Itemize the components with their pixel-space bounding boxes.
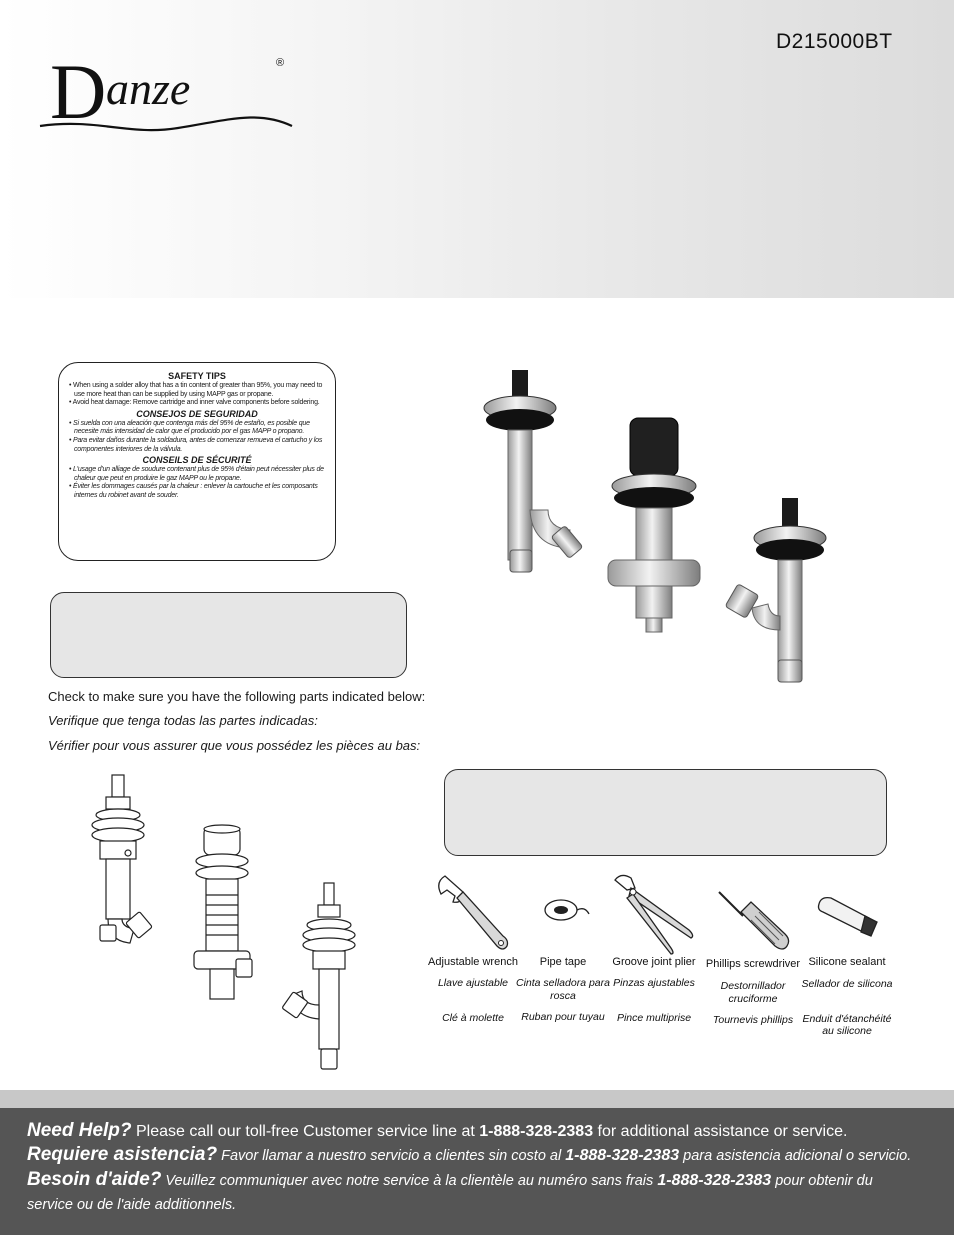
help-line-en	[27, 1119, 954, 1143]
tape-icon	[523, 870, 603, 956]
help-text: pour obtenir du	[771, 1173, 873, 1189]
middle-valve-drawing	[194, 825, 252, 999]
tool-label-en: Groove joint plier	[612, 956, 696, 968]
svg-text:®: ®	[276, 57, 285, 69]
tool-phillips-screwdriver	[703, 872, 803, 1027]
tool-label-fr: Ruban pour tuyau	[521, 1011, 605, 1023]
tool-silicone-sealant	[797, 870, 897, 1038]
help-line-fr	[27, 1168, 954, 1193]
middle-valve-cartridge	[630, 418, 678, 476]
safety-item: • When using a solder alloy that has a tin content of greater than 95%, you may need to use more heat than can be supplied by using MAPP gas or propane.	[69, 382, 323, 398]
safety-item: • Éviter les dommages causés par la chaleur : enlever la cartouche et les composants internes du robinet avant de souder.	[69, 483, 318, 499]
help-text: para asistencia adicional o servicio.	[679, 1148, 912, 1164]
tool-label-fr: Enduit d'étanchéité au silicone	[802, 1012, 892, 1037]
footer-top-band	[0, 1090, 954, 1108]
tool-label-es: Llave ajustable	[437, 977, 509, 989]
help-text: for additional assistance or service.	[593, 1123, 848, 1140]
blank-gray-box-left	[50, 592, 407, 678]
tool-label-es: Cinta selladora para rosca	[516, 977, 610, 1002]
help-label-es: Requiere asistencia?	[27, 1144, 218, 1165]
left-valve-drawing	[92, 775, 152, 943]
phone-number[interactable]: 1-888-328-2383	[565, 1147, 680, 1164]
check-text-en: Check to make sure you have the following parts indicated below:	[48, 689, 426, 704]
safety-item: • Para evitar daños durante la soldadura, antes de comenzar remueva el cartucho y los componentes interiores de la válvula.	[69, 436, 323, 453]
tool-label-fr: Clé à molette	[442, 1011, 504, 1024]
phone-number[interactable]: 1-888-328-2383	[657, 1172, 772, 1189]
help-text: Veuillez communiquer avec notre service à la clientèle au numéro sans frais	[161, 1173, 658, 1189]
screwdriver-icon	[713, 872, 793, 958]
check-text-es: Verifique que tenga todas las partes indicadas:	[48, 713, 318, 728]
wrench-icon	[433, 870, 513, 956]
safety-item: • L'usage d'un alliage de soudure contenant plus de 95% d'étain peut nécessiter plus de chaleur que peut en produire le gaz MAPP ou le propane.	[69, 466, 324, 482]
help-label-fr: Besoin d'aide?	[27, 1169, 162, 1190]
tool-label-fr: Pince multiprise	[616, 1011, 692, 1024]
sealant-icon	[807, 870, 887, 956]
help-text: Favor llamar a nuestro servicio a clientes sin costo al	[217, 1148, 566, 1164]
help-label-en: Need Help?	[27, 1120, 132, 1141]
safety-title-es: CONSEJOS DE SEGURIDAD	[136, 408, 258, 419]
tool-label-es: Pinzas ajustables	[613, 977, 695, 989]
safety-tips-box	[58, 362, 336, 561]
valve-photos	[470, 360, 870, 695]
tool-groove-joint-plier	[604, 870, 704, 1024]
right-valve-drawing	[282, 883, 355, 1069]
phone-number[interactable]: 1-888-328-2383	[479, 1123, 594, 1140]
tool-label-es: Sellador de silicona	[801, 978, 893, 990]
blank-gray-box-right	[444, 769, 887, 856]
tool-label-en: Pipe tape	[539, 956, 587, 968]
tool-label-es: Destornillador cruciforme	[720, 980, 786, 1005]
check-text-fr: Vérifier pour vous assurer que vous possédez les pièces au bas:	[48, 738, 421, 753]
help-text: service ou de l'aide additionnels.	[27, 1197, 237, 1213]
safety-item: • Si suelda con una aleación que contenga más del 95% de estaño, es posible que necesite más intensidad de calor que el producido por el gas MAPP o propano.	[69, 419, 310, 436]
help-footer	[0, 1108, 954, 1235]
right-valve-stem	[782, 498, 798, 530]
safety-item: • Avoid heat damage: Remove cartridge and inner valve components before soldering.	[69, 399, 320, 407]
tool-pipe-tape	[513, 870, 613, 1024]
danze-logo	[38, 40, 308, 140]
header-band	[0, 0, 954, 298]
tool-label-en: Silicone sealant	[808, 956, 886, 968]
help-text: Please call our toll-free Customer service line at	[131, 1123, 480, 1140]
parts-line-drawings	[70, 765, 370, 1080]
svg-text:D: D	[50, 48, 107, 135]
model-number: D215000BT	[776, 30, 893, 53]
tool-label-en: Phillips screwdriver	[705, 958, 801, 970]
help-line-fr-2	[27, 1193, 954, 1217]
tool-label-en: Adjustable wrench	[428, 956, 518, 968]
plier-icon	[609, 870, 699, 956]
safety-title-en: SAFETY TIPS	[168, 371, 226, 381]
tool-label-fr: Tournevis phillips	[712, 1014, 794, 1026]
help-line-es	[27, 1143, 954, 1168]
svg-text:anze: anze	[106, 63, 191, 114]
safety-title-fr: CONSEILS DE SÉCURITÉ	[142, 455, 252, 466]
tool-adjustable-wrench	[423, 870, 523, 1024]
